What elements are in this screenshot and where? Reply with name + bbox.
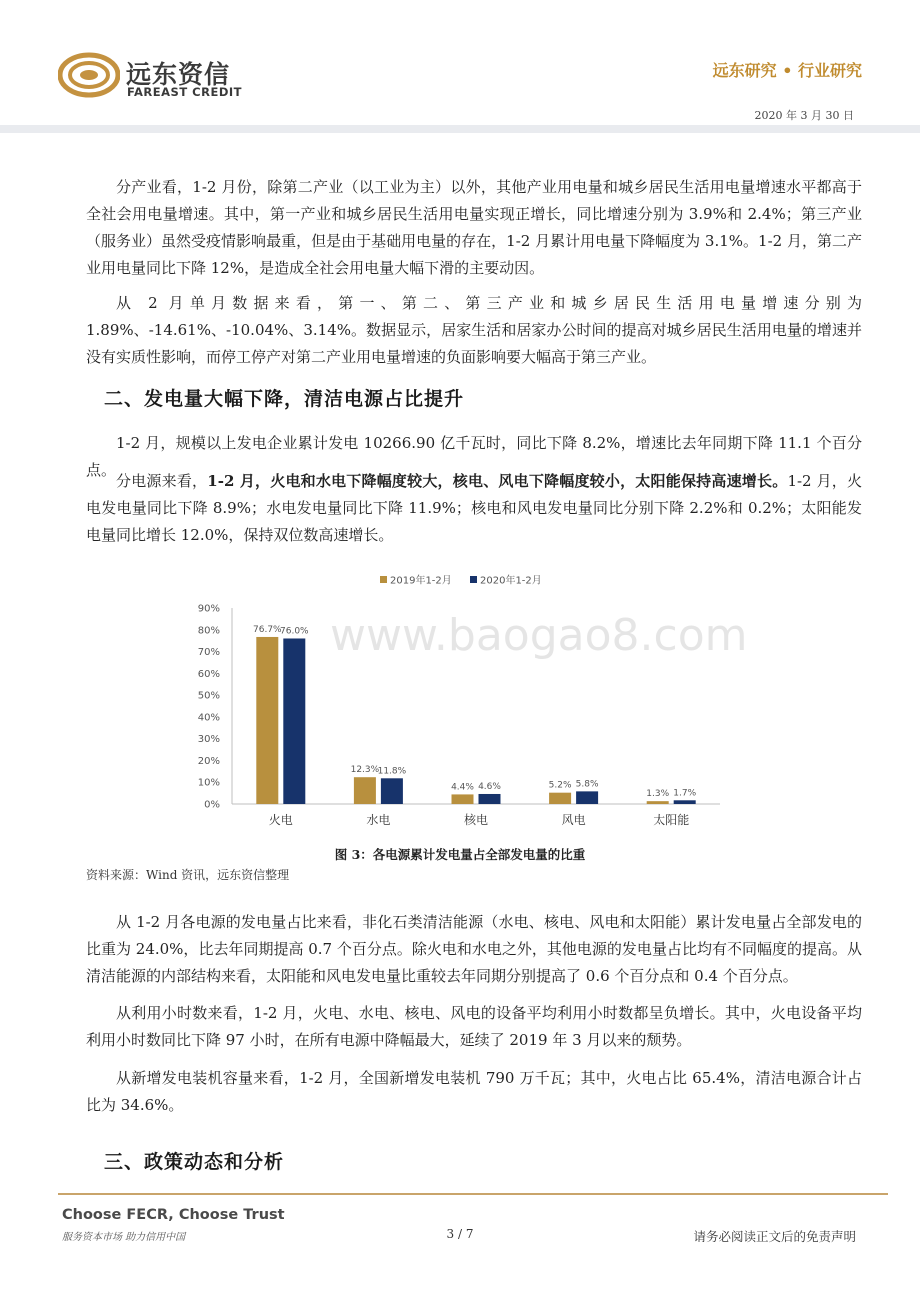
bar-2019: [452, 794, 474, 804]
section-heading-2: 二、发电量大幅下降，清洁电源占比提升: [104, 388, 465, 410]
paragraph-sources-rest: 1-2 月，火电发电量同比下降 8.9%；水电发电量同比下降 11.9%；核电和风电发电量同比分别下降 2.2%和 0.2%；太阳能发电量同比增长 12.0%，保持双位数高速增长。: [86, 472, 862, 544]
y-tick-label: 60%: [197, 668, 220, 680]
footer-disclaimer: 请务必阅读正文后的免责声明: [693, 1229, 856, 1244]
bar-2019: [256, 637, 278, 804]
y-tick-label: 10%: [197, 777, 220, 789]
bar-2020: [283, 638, 305, 804]
x-tick-label: 水电: [366, 813, 391, 827]
paragraph-sources-lead: 分电源来看，: [116, 472, 208, 490]
data-label: 5.8%: [575, 779, 599, 790]
section-heading-3: 三、政策动态和分析: [104, 1151, 285, 1173]
y-tick-label: 30%: [197, 734, 220, 746]
bar-2019: [647, 801, 669, 804]
watermark: www.baogao8.com: [330, 610, 748, 661]
header-section: 远东研究 • 行业研究: [712, 61, 862, 80]
data-label: 76.0%: [280, 626, 309, 637]
bar-2020: [381, 778, 403, 804]
paragraph-share: 从 1-2 月各电源的发电量占比来看，非化石类清洁能源（水电、核电、风电和太阳能）累计发电量占全部发电的比重为 24.0%，比去年同期提高 0.7 个百分点。除火电和水电之外，其他电源的发电量占比均有不同幅度的提高。从清洁能源的内部结构来看，太阳能和风电发电量比重较去年同期分别提高了 0.6 个百分点和 0.4 个百分点。: [86, 913, 862, 985]
figure-source: 资料来源：Wind 资讯，远东资信整理: [86, 868, 290, 882]
data-label: 76.7%: [253, 624, 282, 635]
paragraph-hours: 从利用小时数来看，1-2 月，火电、水电、核电、风电的设备平均利用小时数都呈负增长。其中，火电设备平均利用小时数同比下降 97 小时，在所有电源中降幅最大，延续了 2019 年 3 月以来的颓势。: [86, 1004, 862, 1049]
bar-2019: [549, 793, 571, 804]
y-tick-label: 20%: [197, 755, 220, 767]
x-tick-label: 核电: [463, 813, 489, 827]
bar-2020: [576, 791, 598, 804]
paragraph-sources-bold: 1-2 月，火电和水电下降幅度较大，核电、风电下降幅度较小，太阳能保持高速增长。: [207, 472, 788, 490]
bar-2019: [354, 777, 376, 804]
legend-label: 2020年1-2月: [480, 575, 542, 587]
x-tick-label: 火电: [268, 813, 293, 827]
header-date: 2020 年 3 月 30 日: [754, 109, 854, 122]
bar-2020: [674, 800, 696, 804]
y-tick-label: 50%: [197, 690, 220, 702]
logo-text: 远东资信: [126, 60, 231, 89]
data-label: 1.3%: [646, 789, 670, 800]
legend-swatch: [470, 576, 477, 583]
paragraph-february: 从 2 月单月数据来看，第一、第二、第三产业和城乡居民生活用电量增速分别为 1.89%、-14.61%、-10.04%、3.14%。数据显示，居家生活和居家办公时间的提高对城乡居民生活用电量的增速并没有实质性影响，而停工停产对第二产业用电量增速的负面影响要大幅高于第三产业。: [86, 294, 862, 366]
footer-slogan-en: Choose FECR, Choose Trust: [62, 1207, 285, 1223]
bar-2020: [479, 794, 501, 804]
footer-divider: [58, 1193, 888, 1195]
paragraph-industry: 分产业看，1-2 月份，除第二产业（以工业为主）以外，其他产业用电量和城乡居民生活用电量增速水平都高于全社会用电量增速。其中，第一产业和城乡居民生活用电量实现正增长，同比增速分别为 3.9%和 2.4%；第三产业（服务业）虽然受疫情影响最重，但是由于基础用电量的存在，1-2 月累计用电量下降幅度为 3.1%。1-2 月，第二产业用电量同比下降 12%，是造成全社会用电量大幅下滑的主要动因。: [86, 178, 862, 277]
y-tick-label: 40%: [197, 712, 220, 724]
paragraph-generation: 1-2 月，规模以上发电企业累计发电 10266.90 亿千瓦时，同比下降 8.2%，增速比去年同期下降 11.1 个百分点。: [86, 434, 862, 479]
y-tick-label: 0%: [204, 799, 220, 811]
footer-slogan-cn: 服务资本市场 助力信用中国: [62, 1232, 186, 1243]
paragraph-capacity: 从新增发电装机容量来看，1-2 月，全国新增发电装机 790 万千瓦；其中，火电占比 65.4%，清洁电源合计占比为 34.6%。: [86, 1069, 862, 1114]
y-tick-label: 80%: [197, 625, 220, 637]
legend-label: 2019年1-2月: [390, 575, 452, 587]
data-label: 1.7%: [673, 788, 697, 799]
header-divider: [0, 125, 920, 133]
figure-caption: 图 3：各电源累计发电量占全部发电量的比重: [334, 847, 586, 862]
logo-subtext: FAREAST CREDIT: [127, 85, 242, 99]
data-label: 4.6%: [478, 781, 501, 792]
data-label: 12.3%: [350, 765, 380, 776]
x-tick-label: 风电: [561, 813, 586, 827]
page-number: 3 / 7: [446, 1227, 474, 1241]
data-label: 11.8%: [377, 766, 407, 777]
legend-swatch: [380, 576, 387, 583]
x-tick-label: 太阳能: [653, 813, 690, 827]
bar-chart: [190, 565, 730, 835]
data-label: 4.4%: [451, 782, 474, 793]
logo-icon: [58, 52, 120, 98]
y-tick-label: 90%: [197, 603, 220, 615]
paragraph-sources: [86, 468, 862, 549]
y-tick-label: 70%: [197, 647, 220, 659]
data-label: 5.2%: [548, 780, 572, 791]
